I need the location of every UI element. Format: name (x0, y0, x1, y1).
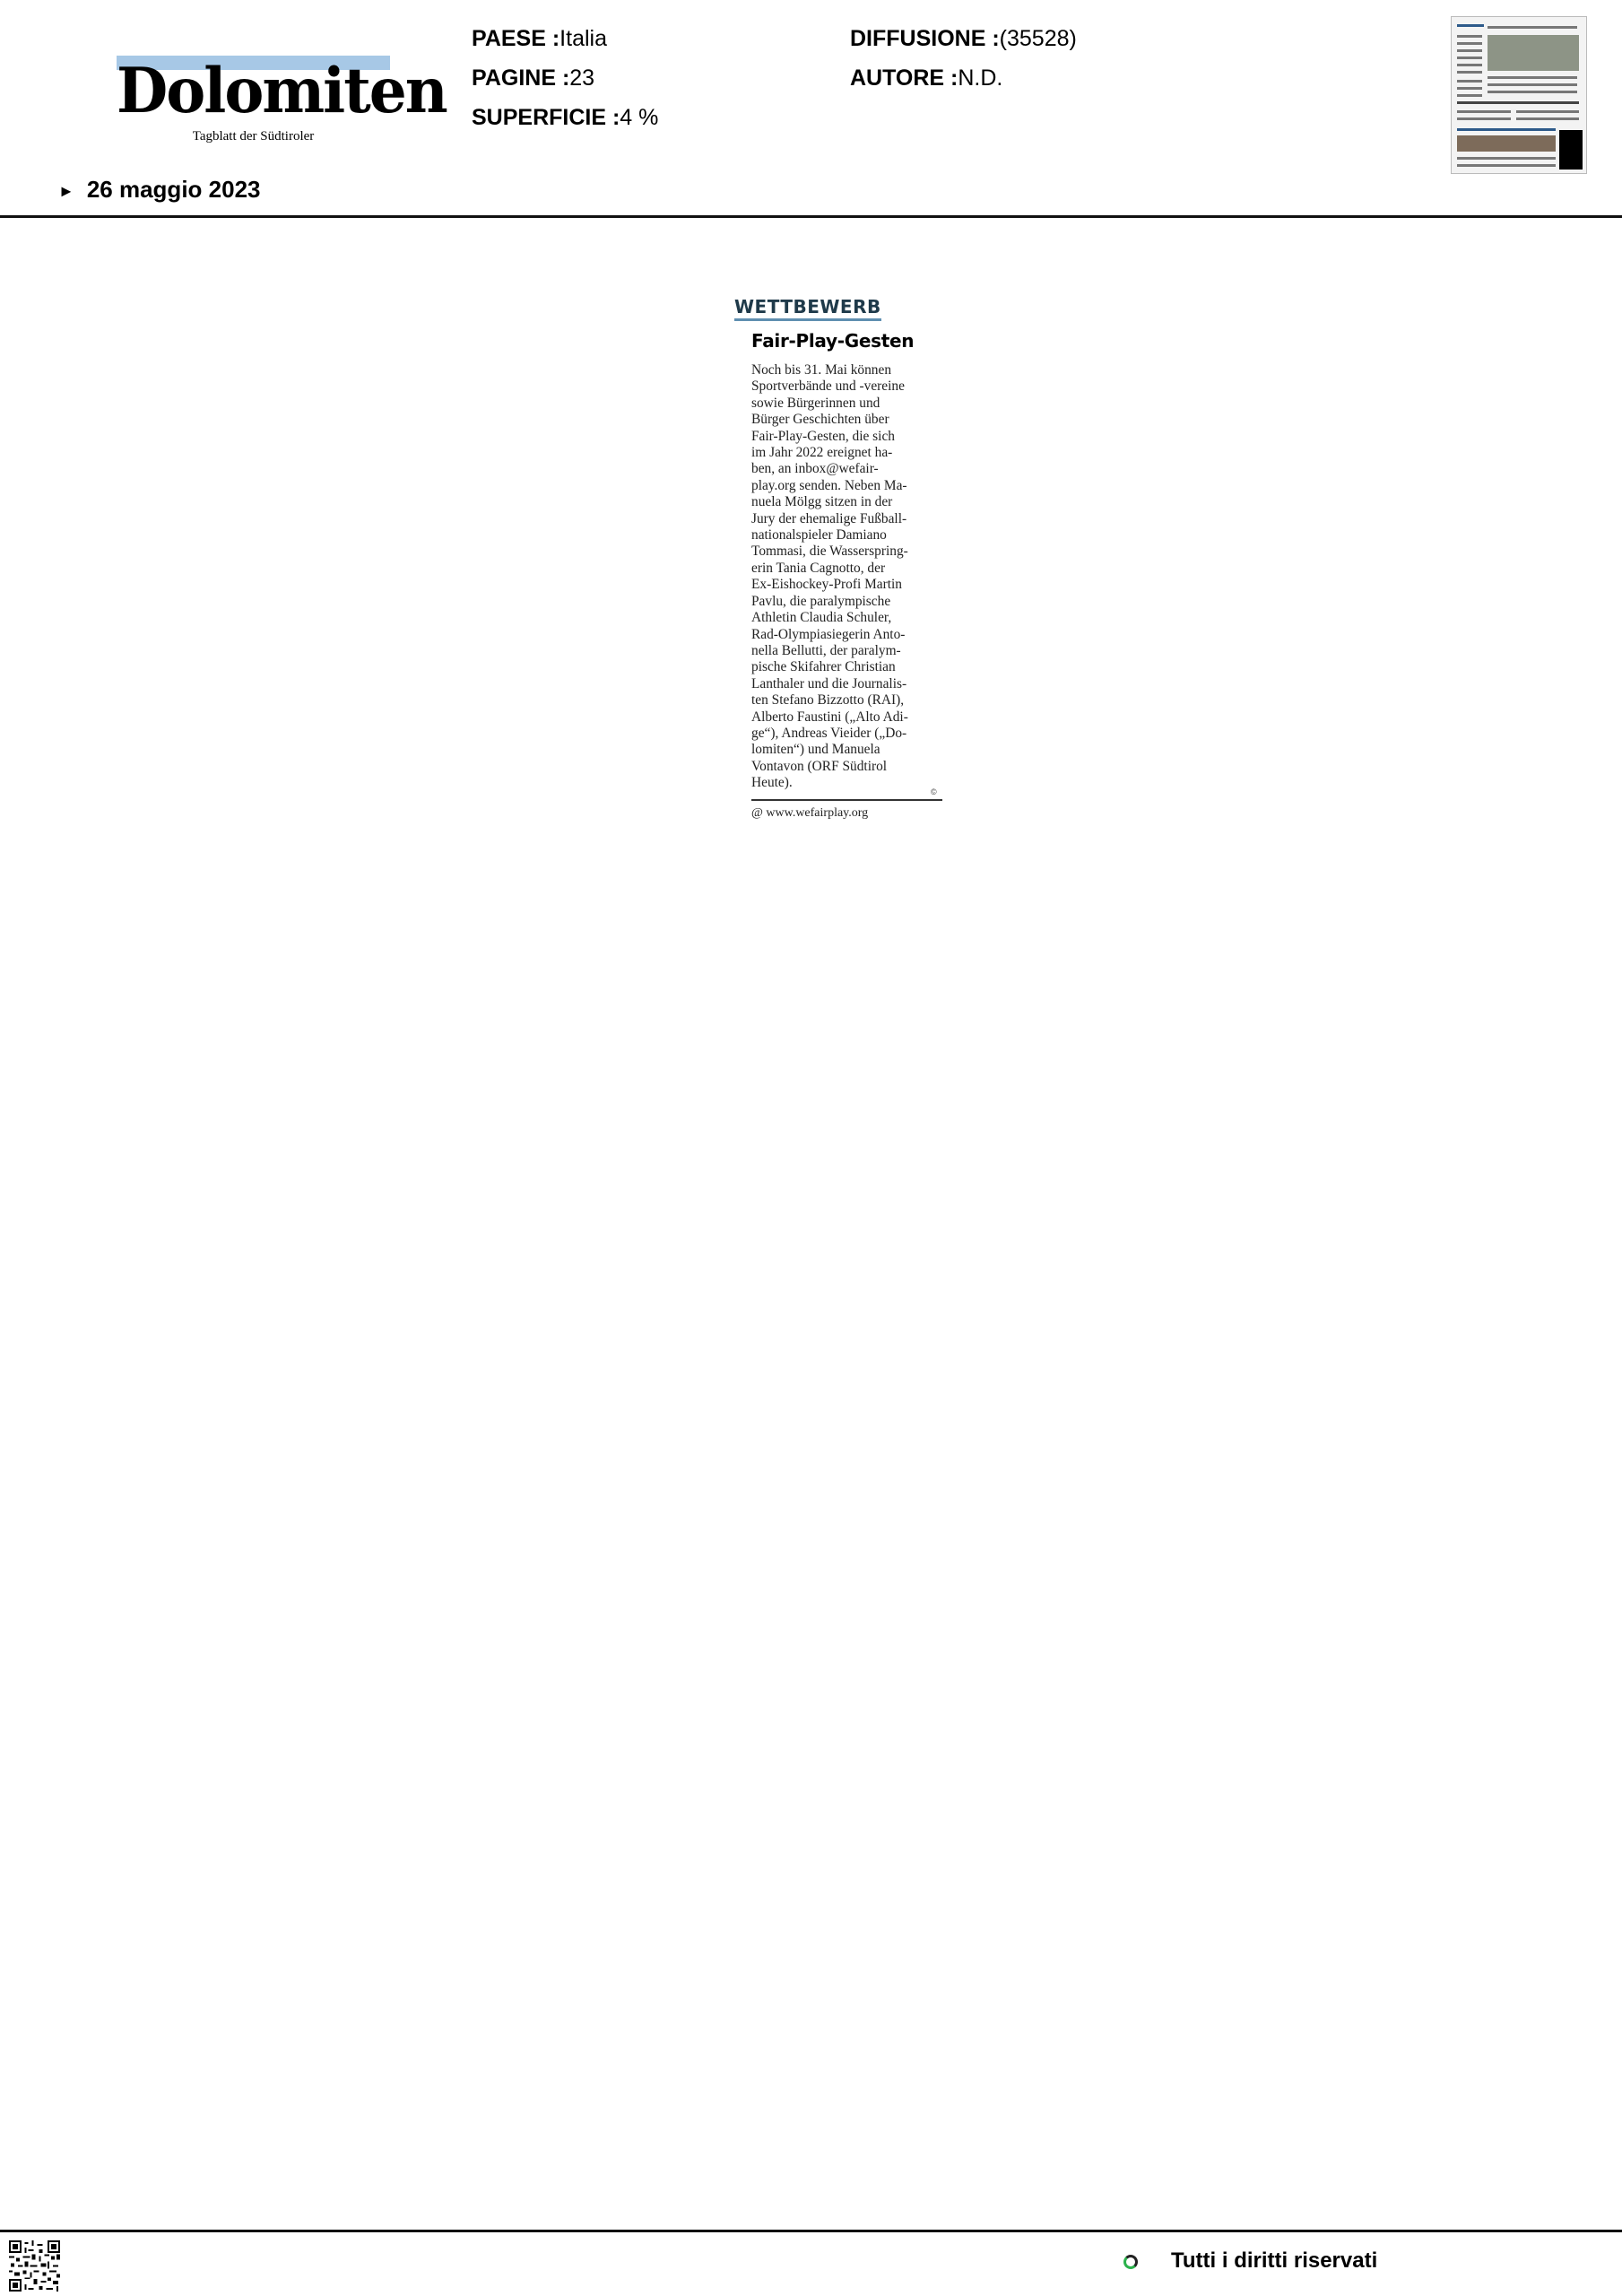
qr-code-icon (9, 2240, 60, 2292)
meta-label: DIFFUSIONE : (850, 26, 1000, 51)
newspaper-logo (117, 54, 447, 148)
meta-value: (35528) (999, 26, 1077, 51)
logo-subtitle: Tagblatt der Südtiroler (192, 129, 315, 144)
publication-date (58, 176, 260, 204)
meta-paese (472, 25, 607, 52)
rights-notice: Tutti i diritti riservati (1171, 2248, 1378, 2273)
logo-title: Dolomiten (117, 54, 447, 127)
meta-value: 23 (569, 65, 595, 91)
header-divider (0, 215, 1622, 218)
article-web-link: @ www.wefairplay.org (751, 805, 869, 820)
article-kicker: WETTBEWERB (734, 296, 881, 321)
article-end-mark: © (931, 787, 937, 796)
meta-autore (850, 65, 1002, 91)
date-text: 26 maggio 2023 (86, 176, 261, 203)
meta-pagine (472, 65, 594, 91)
meta-label: SUPERFICIE : (472, 105, 620, 130)
article-headline: Fair-Play-Gesten (751, 330, 915, 352)
footer-divider (0, 2230, 1622, 2232)
page-thumbnail[interactable] (1451, 16, 1587, 174)
meta-value: Italia (559, 26, 607, 51)
meta-label: AUTORE : (850, 65, 958, 91)
article-divider (751, 799, 942, 801)
meta-label: PAESE : (472, 26, 560, 51)
meta-value: 4 % (620, 105, 659, 130)
meta-label: PAGINE : (472, 65, 570, 91)
meta-value: N.D. (958, 65, 1003, 91)
triangle-right-icon: ► (58, 182, 74, 200)
meta-diffusione (850, 25, 1077, 52)
circle-status-icon (1123, 2255, 1138, 2269)
article-body: Noch bis 31. Mai können Sportverbände und -vereine sowie Bürgerinnen und Bürger Geschichten über Fair-Play-Gesten, die sich im Jahr 2022 ereignet ha- ben, an inbox@wefair- play.org senden. Neben Ma- nuela Mölgg sitzen in der Jury der ehemalige Fußball- nationalspieler Damiano Tommasi, die Wasserspring- erin Tania Cagnotto, der Ex-Eishockey-Profi Martin Pavlu, die paralympische Athletin Claudia Schuler, Rad-Olympiasiegerin Anto- nella Bellutti, der paralym- pische Skifahrer Christian Lanthaler und die Journalis- ten Stefano Bizzotto (RAI), Alberto Faustini („Alto Adi- ge“), Andreas Vieider („Do- lomiten“) und Manuela Vontavon (ORF Südtirol Heute). (751, 362, 908, 791)
article-clipping (734, 296, 942, 821)
meta-superficie (472, 104, 658, 131)
